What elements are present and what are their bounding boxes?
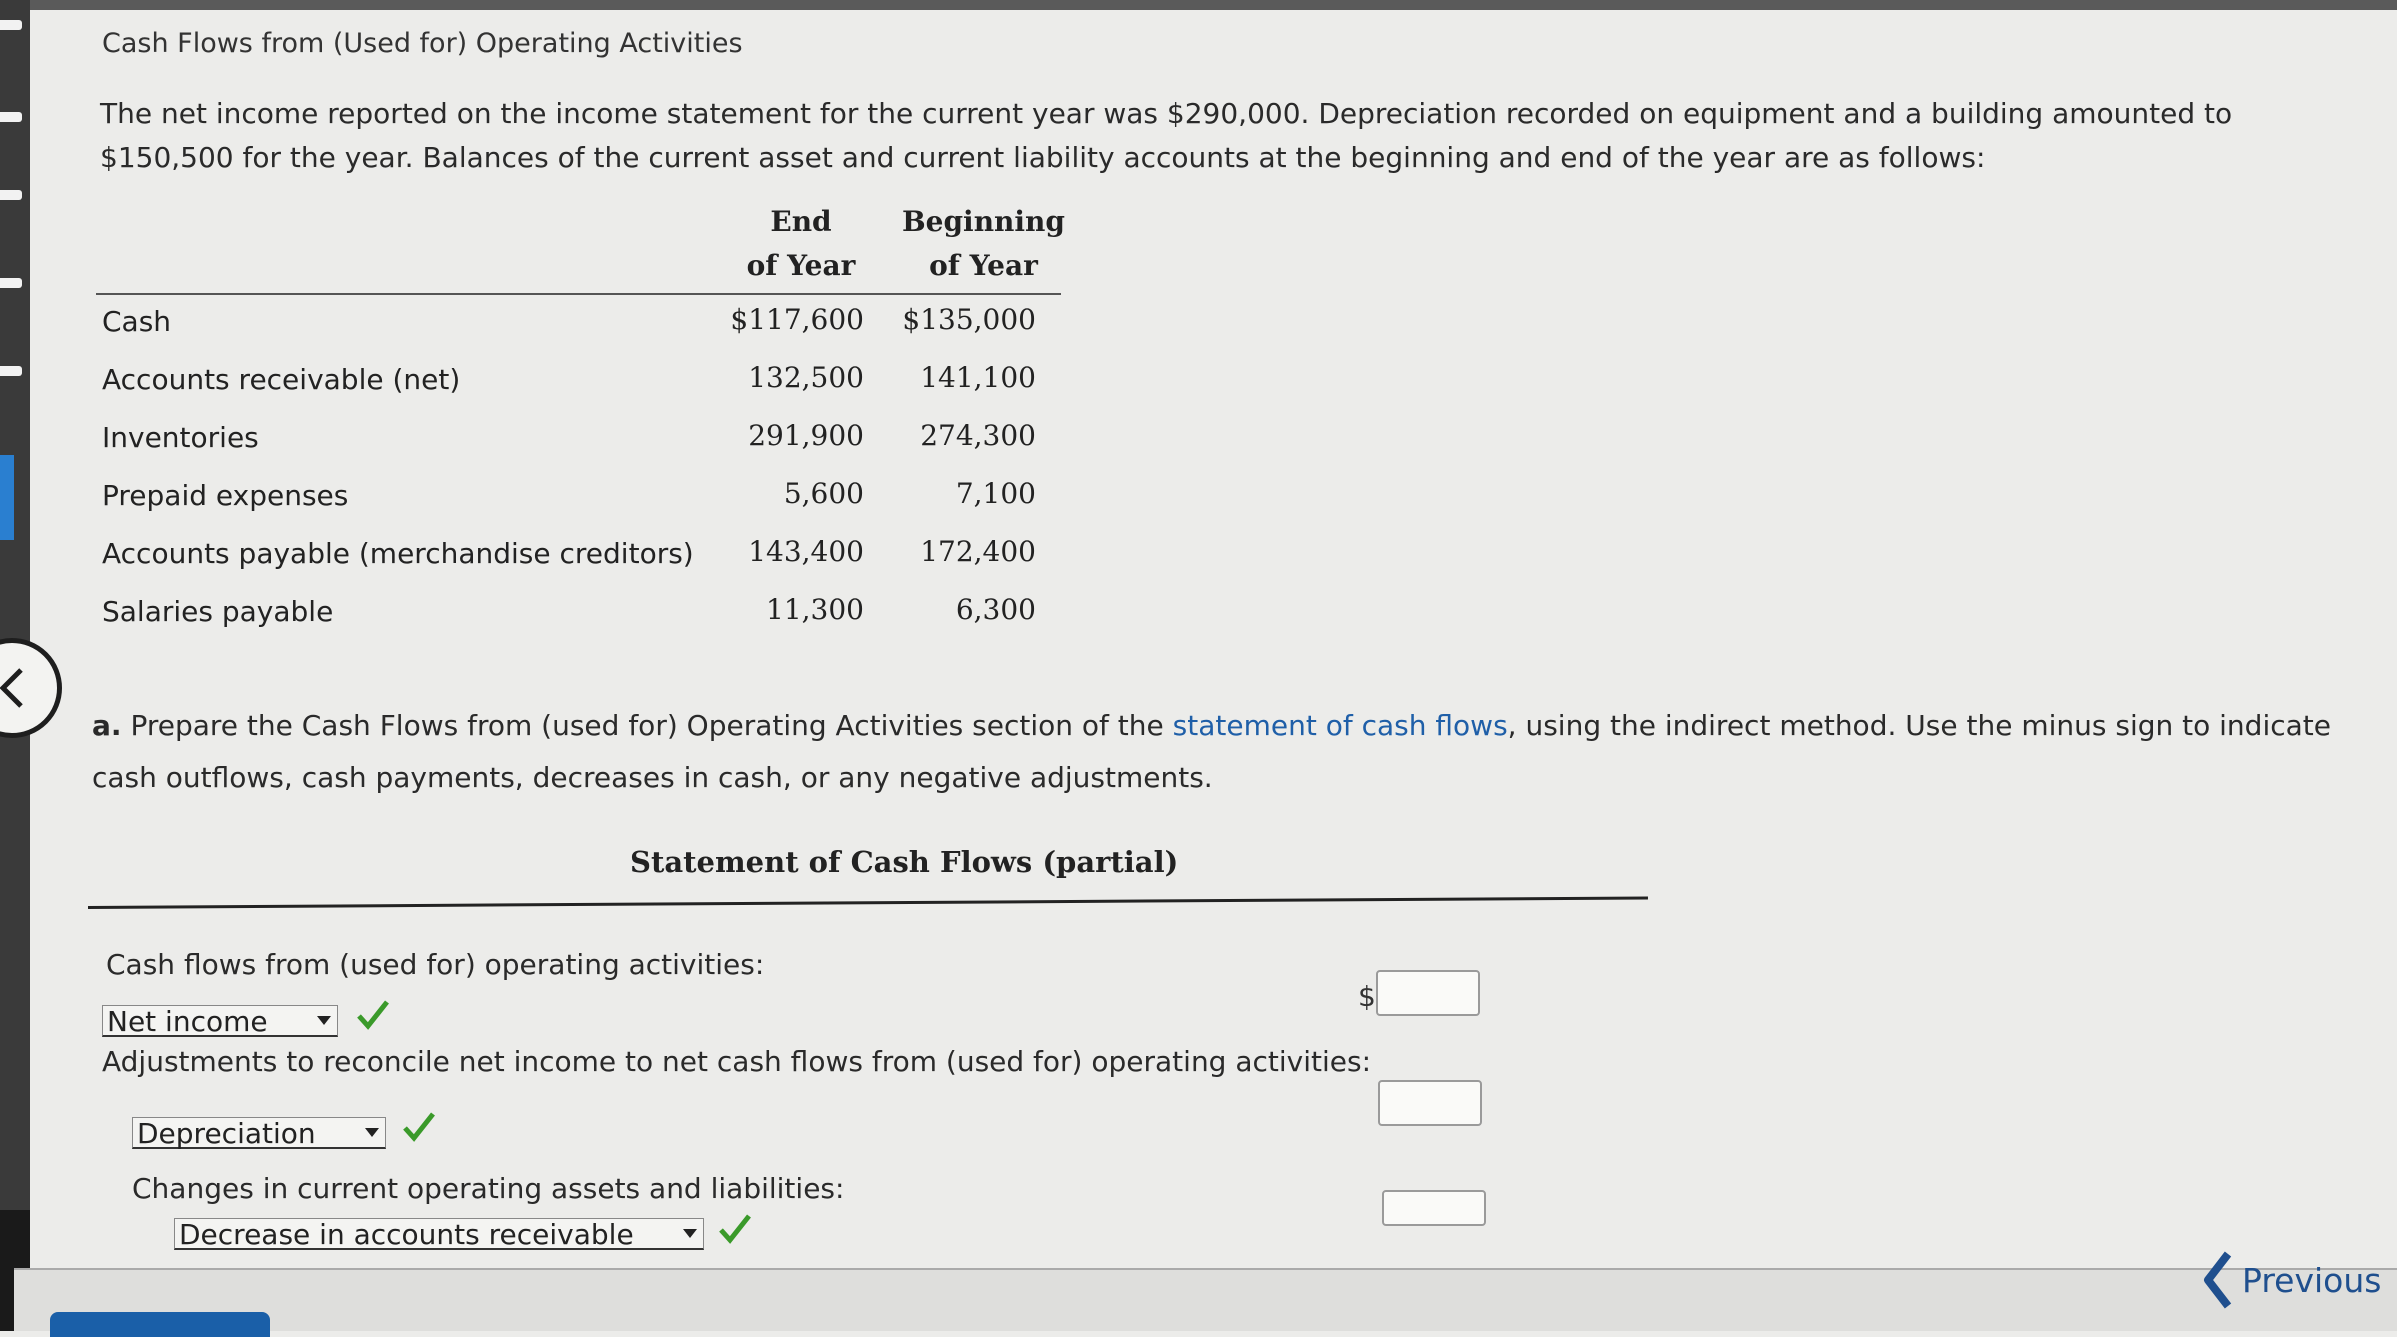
part-a-text-before: Prepare the Cash Flows from (used for) Operating Activities section of the [130,709,1173,742]
row-label: Prepaid expenses [102,479,349,512]
problem-text: The net income reported on the income statement for the current year was $290,000. Depreciation recorded on equipment and a building amounted to $150,500 for the year. Balances of the current asset and current liability accounts at the beginning and end of the year are as follows: [100,97,2233,174]
sidebar-tab[interactable] [0,278,22,288]
sidebar-tab[interactable] [0,112,22,122]
checkmark-icon [356,998,390,1032]
table-row [96,585,1061,643]
table-row [96,295,1061,353]
row-label: Inventories [102,421,259,454]
footer-bar [14,1270,2397,1331]
part-a-instructions [92,700,2392,804]
chevron-left-icon [0,666,25,710]
dollar-sign: $ [1358,980,1376,1013]
balances-table [96,200,1065,643]
end-value: 291,900 [748,419,864,452]
beginning-value: 274,300 [920,419,1036,452]
changes-heading: Changes in current operating assets and liabilities: [132,1172,845,1205]
depreciation-amount-input[interactable] [1378,1080,1482,1126]
chevron-down-icon [365,1128,379,1137]
net-income-select[interactable]: Net income [102,1005,338,1037]
beginning-value: 172,400 [920,535,1036,568]
chevron-down-icon [317,1016,331,1025]
chevron-down-icon [683,1229,697,1238]
table-header [96,200,1065,295]
col-beginning-of-year: Beginning of Year [902,205,1065,282]
back-button[interactable] [0,638,62,738]
row-label: Cash [102,305,172,338]
beginning-value: 7,100 [955,477,1036,510]
sidebar-active-marker [0,455,14,540]
previous-button[interactable] [2200,1250,2381,1310]
col-end-of-year: End of Year [746,205,856,282]
end-value: 11,300 [766,593,864,626]
end-value: 143,400 [748,535,864,568]
table-row [96,353,1061,411]
top-bar [30,0,2397,10]
table-row [96,469,1061,527]
sidebar-tab[interactable] [0,190,22,200]
row-label: Accounts payable (merchandise creditors) [102,537,694,570]
checkmark-icon [718,1212,752,1246]
end-value: 5,600 [783,477,864,510]
end-value: $117,600 [730,303,864,336]
check-my-work-button[interactable] [50,1312,270,1337]
table-row [96,411,1061,469]
part-letter: a. [92,709,122,742]
chevron-left-icon [2200,1250,2234,1310]
sidebar-tab[interactable] [0,366,22,376]
beginning-value: 6,300 [955,593,1036,626]
statement-divider [88,896,1648,909]
net-income-amount-input[interactable] [1376,970,1480,1016]
part-a-text-after: , using the indirect method. Use the minus sign to indicate cash outflows, cash payments, decreases in cash, or any negative adjustments. [92,709,2331,794]
row-label: Salaries payable [102,595,334,628]
table-row [96,527,1061,585]
accounts-receivable-amount-input[interactable] [1382,1190,1486,1226]
beginning-value: 141,100 [920,361,1036,394]
row-label: Accounts receivable (net) [102,363,461,396]
beginning-value: $135,000 [902,303,1036,336]
sidebar-tab[interactable] [0,20,22,30]
page-title: Cash Flows from (Used for) Operating Activities [102,28,743,59]
previous-label: Previous [2242,1260,2382,1300]
adjustments-heading: Adjustments to reconcile net income to net cash flows from (used for) operating activities: [102,1045,1372,1078]
statement-title: Statement of Cash Flows (partial) [630,845,1179,879]
depreciation-select[interactable]: Depreciation [132,1117,386,1149]
end-value: 132,500 [748,361,864,394]
statement-of-cash-flows-link[interactable]: statement of cash flows [1172,709,1508,742]
operating-activities-heading: Cash flows from (used for) operating activities: [106,948,765,981]
checkmark-icon [402,1110,436,1144]
accounts-receivable-select[interactable]: Decrease in accounts receivable [174,1218,704,1250]
